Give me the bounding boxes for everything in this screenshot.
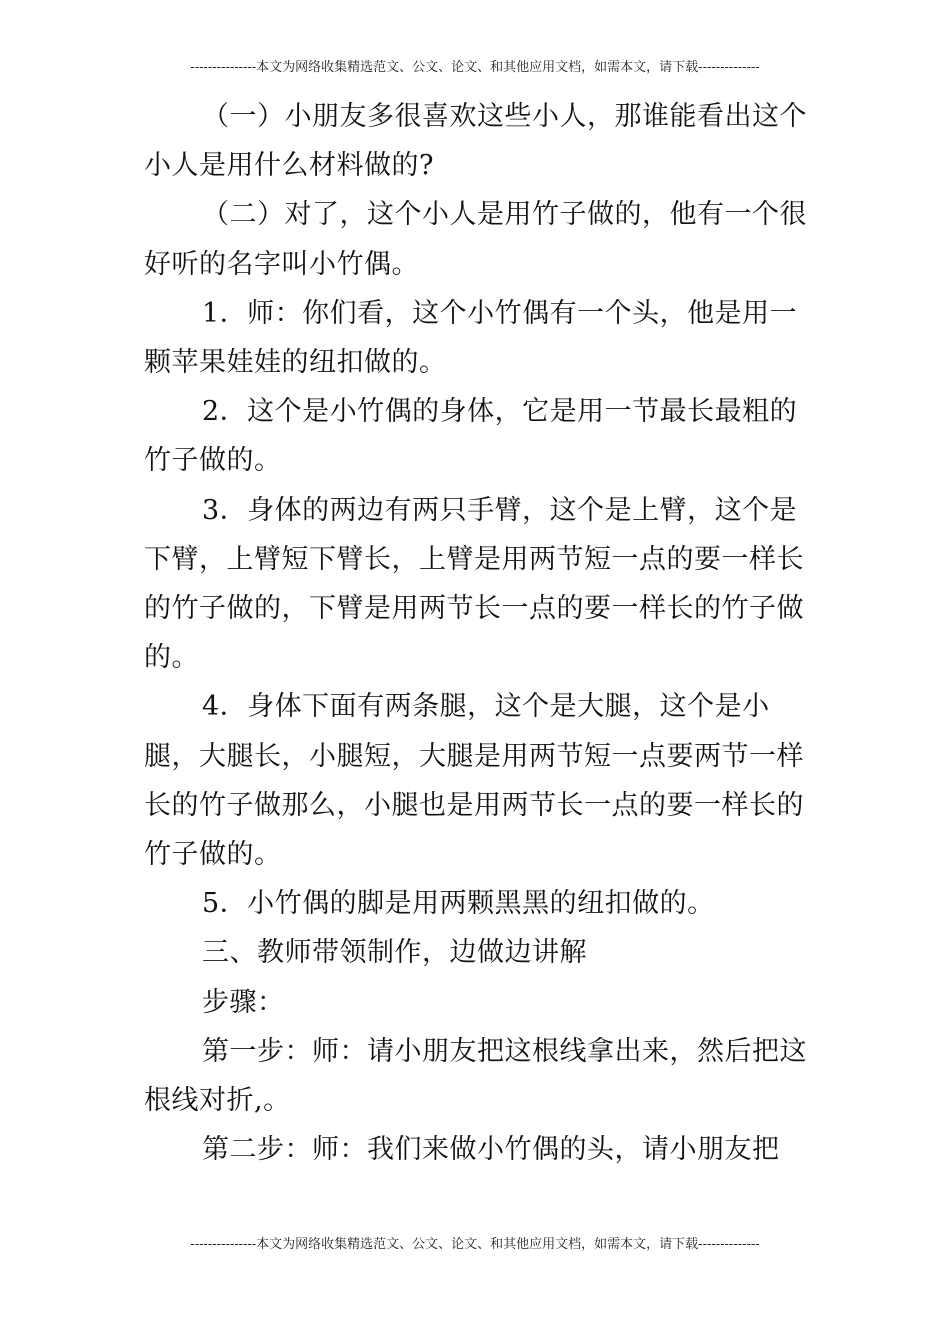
section-heading: 三、教师带领制作，边做边讲解 [202,937,587,969]
step-2: 第二步：师：我们来做小竹偶的头，请小朋友把 [202,1134,780,1166]
footer-banner: ---------------本文为网络收集精选范文、公文、论文、和其他应用文档，如需本文，请下载-------------- [190,1237,760,1252]
step-1: 第一步：师：请小朋友把这根线拿出来，然后把这根线对折,。 [144,1035,807,1117]
header-banner: ---------------本文为网络收集精选范文、公文、论文、和其他应用文档，如需本文，请下载-------------- [190,60,760,75]
paragraph-7: 5．小竹偶的脚是用两颗黑黑的纽扣做的。 [202,888,715,920]
paragraph-2: （二）对了，这个小人是用竹子做的，他有一个很好听的名字叫小竹偶。 [144,199,807,280]
paragraph-6: 4．身体下面有两条腿，这个是大腿，这个是小腿，大腿长，小腿短，大腿是用两节短一点要两节一样长的竹子做那么，小腿也是用两节长一点的要一样长的竹子做的。 [144,691,804,871]
document-body [144,92,808,1174]
paragraph-3: 1．师：你们看，这个小竹偶有一个头，他是用一颗苹果娃娃的纽扣做的。 [144,297,798,379]
paragraph-1: （一）小朋友多很喜欢这些小人，那谁能看出这个小人是用什么材料做的? [144,101,807,182]
paragraph-4: 2．这个是小竹偶的身体，它是用一节最长最粗的竹子做的。 [144,396,798,477]
paragraph-5: 3．身体的两边有两只手臂，这个是上臂，这个是下臂，上臂短下臂长，上臂是用两节短一点的要一样长的竹子做的，下臂是用两节长一点的要一样长的竹子做的。 [144,494,804,674]
steps-label: 步骤： [202,986,285,1018]
